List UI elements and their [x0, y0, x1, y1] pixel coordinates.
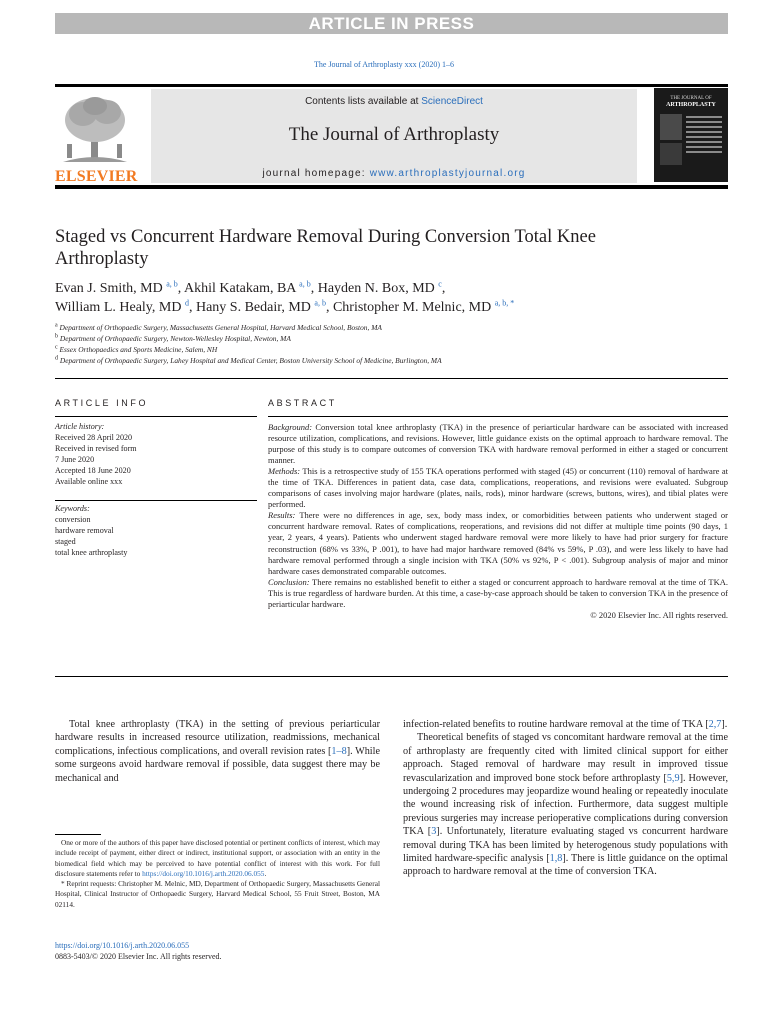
body-text: ]. However, undergoing 2 procedures may jeopardize wound healing or repeatedly inoculate the wound increasing risk of infection. Furthermore, data suggest multiple previous surgeries may increase perioperative complications during conversion TKA [ [403, 772, 728, 838]
affiliation-text: Department of Orthopaedic Surgery, Massachusetts General Hospital, Harvard Medical School, Boston, MA [59, 323, 382, 332]
author-name[interactable]: Hayden N. Box, MD [317, 281, 435, 296]
history-item: Received 28 April 2020 [55, 432, 133, 442]
affiliation [55, 344, 728, 355]
abstract-section [268, 422, 728, 466]
author-affiliation-marker[interactable]: a, b [299, 279, 311, 289]
cover-title-line1: THE JOURNAL OF [670, 96, 712, 101]
affiliation [55, 355, 728, 366]
history-label: Article history: [55, 422, 105, 431]
abstract-section-label: Results: [268, 510, 296, 521]
body-text: Theoretical benefits of staged vs concomitant hardware removal at the time of arthroplasty are frequently cited with limited clinical support for either approach. Staged removal of hardware may result in improved tissue revascularization and improved bone stock before arthroplasty [ [403, 732, 728, 784]
abstract-section-label: Conclusion: [268, 576, 310, 587]
affiliation-text: Department of Orthopaedic Surgery, Lahey Hospital and Medical Center, Boston University School of Medicine, Burlington, MA [59, 356, 442, 365]
reprint-requests-note: * Reprint requests: Christopher M. Melnic, MD, Department of Orthopaedic Surgery, Massachusetts General Hospital, Clinical Instructor of Orthopaedic Surgery, Harvard Medical School, 55 Fruit Street, Boston, MA 02114. [55, 879, 380, 909]
footnotes [55, 838, 380, 910]
copyright: © 2020 Elsevier Inc. All rights reserved. [590, 609, 728, 620]
abstract-section-text: This is a retrospective study of 155 TKA operations performed with staged (45) or concurrent (110) removal of hardware at the time of TKA. Differences in patient data, case data, complications, reoperations, and revisions were evaluated. Subgroup comparisons of cases involving major hardware (plates, nails, rods), minor hardware (screws, buttons, wires), and tibial plates were performed. [268, 466, 728, 510]
journal-cover-thumbnail[interactable] [654, 88, 728, 182]
journal-title: The Journal of Arthroplasty [288, 124, 500, 145]
history-list [55, 433, 255, 488]
author-name[interactable]: Christopher M. Melnic, MD [332, 300, 492, 315]
author-affiliation-marker[interactable]: a, b, * [494, 298, 515, 308]
author-line: William L. Healy, MD $^d$, Hany S. Bedair, MD $^{a, b}$, Christopher M. Melnic, MD $^{a, b, *}$ [55, 298, 515, 315]
affiliation-key: c [55, 344, 58, 351]
history-item: Accepted 18 June 2020 [55, 465, 131, 475]
divider [268, 416, 728, 417]
body-paragraph [403, 718, 728, 731]
author-affiliation-marker[interactable]: a, b [166, 279, 178, 289]
cover-image [660, 143, 682, 165]
divider [55, 500, 257, 501]
abstract-sections [268, 422, 728, 610]
abstract-section-text: Conversion total knee arthroplasty (TKA) in the presence of periarticular hardware can be associated with increased resource utilization, complications, and revisions. However, little guidance exists on the optimal approach to hardware removal. The purpose of this study is to compare outcomes of conversion TKA with hardware removal performed in either a staged or concurrent manner. [268, 422, 728, 466]
homepage-link[interactable]: www.arthroplastyjournal.org [369, 168, 526, 179]
journal-homepage [151, 168, 637, 179]
history-item: Available online xxx [55, 476, 123, 486]
doi-link[interactable]: https://doi.org/10.1016/j.arth.2020.06.055 [55, 941, 190, 950]
body-left-column [55, 718, 380, 785]
coi-end: . [264, 868, 267, 878]
affiliation [55, 333, 728, 344]
abstract-section [268, 466, 728, 510]
issn-copyright: 0883-5403/© 2020 Elsevier Inc. All rights reserved. [55, 951, 222, 961]
author-affiliation-marker[interactable]: c [438, 279, 442, 289]
journal-citation[interactable]: The Journal of Arthroplasty xxx (2020) 1–6 [314, 60, 454, 69]
body-text: ]. [721, 719, 728, 730]
history-item: Received in revised form [55, 443, 137, 453]
body-text: ]. While some surgeons avoid hardware removal if possible, data suggest there may be mechanical and [55, 745, 380, 784]
keyword: total knee arthroplasty [55, 547, 128, 557]
divider [55, 378, 728, 379]
homepage-label: journal homepage: [262, 168, 370, 179]
contents-line [151, 96, 637, 107]
masthead-top-rule [55, 84, 728, 87]
article-in-press-banner: ARTICLE IN PRESS [55, 13, 728, 34]
affiliation-text: Essex Orthopaedics and Sports Medicine, Salem, NH [59, 345, 218, 354]
elsevier-tree-logo [55, 92, 135, 166]
abstract-section [268, 510, 728, 576]
elsevier-wordmark: ELSEVIER [55, 168, 138, 185]
author-line: Evan J. Smith, MD $^{a, b}$, Akhil Katakam, BA $^{a, b}$, Hayden N. Box, MD $^c$, [55, 279, 446, 296]
coi-link[interactable]: https://doi.org/10.1016/j.arth.2020.06.055 [142, 868, 265, 878]
author-name[interactable]: Hany S. Bedair, MD [195, 300, 311, 315]
abstract-section-label: Background: [268, 422, 313, 432]
author-affiliation-marker[interactable]: d [184, 298, 189, 308]
author-list [55, 279, 728, 317]
article-info-heading: ARTICLE INFO [55, 398, 149, 408]
reference-link[interactable]: 2,7 [708, 719, 722, 730]
sciencedirect-link[interactable]: ScienceDirect [421, 96, 483, 107]
affiliation-key: b [55, 333, 58, 340]
affiliation-key: d [55, 355, 58, 362]
article-title: Staged vs Concurrent Hardware Removal During Conversion Total Knee Arthroplasty [55, 227, 596, 269]
abstract-section-text: There remains no established benefit to either a staged or concurrent approach to hardware removal at the time of TKA. This is true regardless of hardware burden. At this time, a case-by-case approach should be taken to conversion TKA in the presence of periarticular hardware. [268, 576, 728, 609]
body-paragraph [55, 718, 380, 785]
doi-block [55, 941, 222, 962]
author-name[interactable]: William L. Healy, MD [55, 300, 182, 315]
divider [55, 416, 257, 417]
affiliation-key: a [55, 322, 58, 329]
affiliation-text: Department of Orthopaedic Surgery, Newton-Wellesley Hospital, Newton, MA [59, 334, 291, 343]
keyword-list [55, 515, 255, 559]
abstract-body [268, 422, 728, 621]
body-paragraph [403, 731, 728, 878]
affiliation [55, 322, 728, 333]
footnote-rule [55, 834, 101, 835]
author-name[interactable]: Evan J. Smith, MD [55, 281, 163, 296]
reference-link[interactable]: 1,8 [549, 853, 563, 865]
cover-text-lines [686, 116, 722, 156]
body-text: ]. Unfortunately, literature evaluating staged vs concurrent hardware removal during TKA has been limited by heterogenous study populations with limited hardware-specific analysis [ [403, 826, 728, 865]
body-text: Total knee arthroplasty (TKA) in the setting of previous periarticular hardware results in increased resource utilization, readmissions, mechanical complications, infectious complications, and overall revision rates [ [55, 719, 380, 757]
keyword: staged [55, 536, 76, 546]
author-name[interactable]: Akhil Katakam, BA [184, 281, 296, 296]
history-item: 7 June 2020 [55, 454, 95, 464]
body-right-column [403, 718, 728, 879]
article-history [55, 422, 255, 487]
keywords-label: Keywords: [55, 504, 90, 513]
body-text: infection-related benefits to routine hardware removal at the time of TKA [ [403, 719, 709, 730]
keyword: conversion [55, 514, 91, 524]
reference-link[interactable]: 5,9 [666, 772, 680, 784]
abstract-section-label: Methods: [268, 466, 301, 477]
keywords [55, 504, 255, 559]
masthead-bottom-rule [55, 185, 728, 189]
divider [55, 676, 728, 677]
conflict-of-interest-note [55, 838, 380, 879]
abstract-section-text: There were no differences in age, sex, body mass index, or comorbidities between patients who underwent staged or concurrent hardware removal. Rates of complications, reoperations, and revisions did not differ at multiple time points (90 days, 1 year, 2 years, 4 years). Patients who underwent staged hardware removal were more likely to have had prior surgery for fracture reconstruction (68% vs 33%, P .001), to have had major hardware removed (84% vs 59%, P .03), and were less likely to have had hardware removal performed through a single incision with TKA (50% vs 92%, P < .001). Subgroup analysis of major and minor hardware cases demonstrated comparable outcomes. [268, 510, 728, 576]
abstract-section [268, 577, 728, 610]
coi-text: One or more of the authors of this paper have disclosed potential or pertinent conflicts of interest, which may include receipt of payment, either direct or indirect, institutional support, or association with an entity in the biomedical field which may be perceived to have potential conflict of interest with this work. For full disclosure statements refer to [55, 838, 380, 878]
cover-title-line2: ARTHROPLASTY [666, 102, 716, 108]
author-affiliation-marker[interactable]: a, b [314, 298, 326, 308]
contents-prefix: Contents lists available at [305, 96, 422, 107]
cover-image [660, 114, 682, 140]
affiliations [55, 322, 728, 366]
abstract-heading: ABSTRACT [268, 398, 337, 408]
keyword: hardware removal [55, 525, 114, 535]
reference-link[interactable]: 3 [431, 826, 437, 838]
reference-link[interactable]: 1–8 [331, 745, 347, 757]
body-text: ]. There is little guidance on the optimal approach to hardware removal at the time of conversion TKA. [403, 853, 728, 878]
